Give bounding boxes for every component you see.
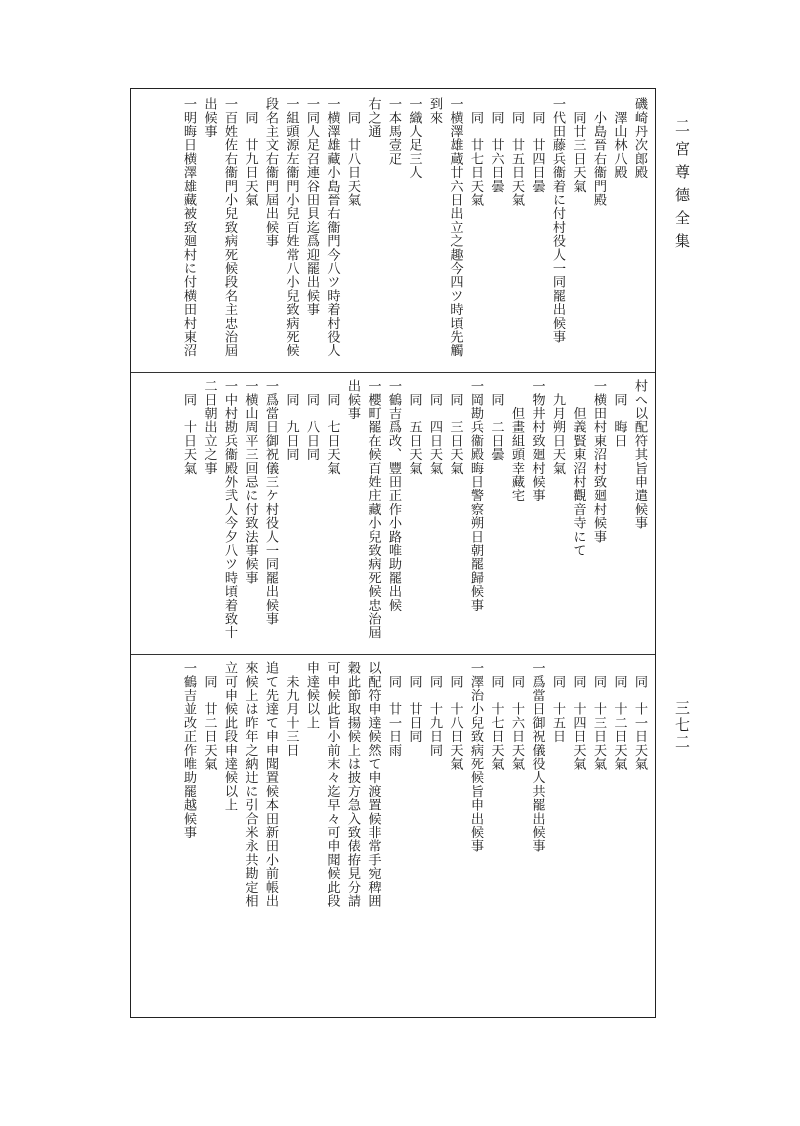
text-column: 一代田藤兵衞着に付村役人一同罷出候事	[550, 97, 565, 344]
text-column: 同 廿四日曇	[529, 97, 545, 193]
text-column: 未九月十三日	[283, 661, 299, 757]
text-column: 一物井村致廻村候事	[529, 379, 545, 503]
text-column: 一岡勘兵衞殿晦日警察朔日朝罷歸候事	[468, 379, 483, 612]
text-column: 同 八日同	[304, 379, 319, 462]
text-column: 一横澤雄蔵廿六日出立之趣今四ツ時頃先觸	[447, 97, 463, 358]
text-column: 一本馬壹疋	[386, 97, 401, 166]
text-column: 同 廿二日天氣	[201, 661, 217, 771]
text-column: 同 廿九日天氣	[242, 97, 258, 207]
text-column: 追て先達て申申聞置候本田新田小前帳出	[263, 661, 278, 908]
text-column: 段名主文右衞門屆出候事	[263, 97, 278, 248]
text-column: 一横田村東沼村致廻村候事	[591, 379, 606, 544]
text-column: 同 十日天氣	[181, 379, 196, 475]
text-column: 到來	[427, 97, 442, 125]
text-column: 同 廿七日天氣	[468, 97, 483, 207]
text-band-top	[137, 97, 649, 365]
text-column: 同 十五日	[550, 661, 565, 744]
text-column: 同 廿五日天氣	[509, 97, 524, 207]
text-column: 穀此節取揚候上は披方急入致俵拵見分請	[345, 661, 360, 908]
text-column: 一明晦日横澤雄藏被致廻村に付横田村東沼	[181, 97, 196, 358]
text-column: 同 廿一日雨	[386, 661, 401, 757]
text-column: 一爲當日御祝儀役人共罷出候事	[529, 661, 545, 853]
text-column: 小島晉右衞門殿	[591, 97, 606, 207]
text-column: 一鶴吉爲改、豐田正作小路唯助罷出候	[386, 379, 401, 612]
text-band-bottom	[137, 661, 649, 1011]
text-column: 同 廿日同	[406, 661, 422, 744]
text-column: 同 三日天氣	[447, 379, 463, 475]
band-divider-upper	[131, 372, 655, 373]
text-column: 一同人足召連谷田貝迄爲迎罷出候事	[304, 97, 319, 317]
text-column: 同 十三日天氣	[591, 661, 606, 771]
text-column: 一中村勘兵衞殿外弐人今夕八ツ時頃着致十	[222, 379, 237, 640]
header-title: 二宮尊德全集	[673, 118, 691, 256]
text-column: 二日朝出立之事	[201, 379, 217, 475]
text-column: 一櫻町罷在候百姓庄藏小兒致病死候忠治屆	[365, 379, 381, 640]
text-column: 出候事	[201, 97, 217, 139]
text-column: 同 十二日天氣	[611, 661, 627, 771]
text-column: 一横澤雄藏小島晉右衞門今八ツ時着村役人	[324, 97, 340, 358]
text-column: 右之通	[365, 97, 381, 139]
text-column: 一百姓佐右衞門小兒致病死候段名主忠治屆	[222, 97, 237, 358]
text-column: 同 晦日	[611, 379, 627, 448]
text-column: 村へ以配符其旨申遣候事	[632, 379, 647, 530]
text-column: 但義賢東沼村觀音寺にて	[570, 379, 586, 558]
text-column: 同 十七日天氣	[488, 661, 504, 771]
text-column: 同 九日同	[283, 379, 299, 462]
text-column: 同 十四日天氣	[570, 661, 586, 771]
band-divider-lower	[131, 654, 655, 655]
text-column: 出候事	[345, 379, 360, 421]
text-column: 可申候此旨小前末々迄早々可申聞候此段	[324, 661, 340, 908]
text-column: 但畫組頭幸藏宅	[509, 379, 524, 503]
text-column: 一織人足三人	[406, 97, 422, 180]
text-column: 一澤治小兒致病死候旨申出候事	[468, 661, 483, 853]
text-column: 同 廿六日曇	[488, 97, 504, 193]
text-band-middle	[137, 379, 649, 647]
text-column: 申達候以上	[304, 661, 319, 730]
text-column: 來候上は昨年之納辻に引合米永共勘定相	[242, 661, 258, 908]
text-column: 同 十六日天氣	[509, 661, 524, 771]
page-number: 三七二	[673, 700, 691, 751]
text-column: 同 四日天氣	[427, 379, 442, 475]
text-column: 同 十八日天氣	[447, 661, 463, 771]
text-column: 一鶴吉並改正作唯助罷越候事	[181, 661, 196, 840]
text-column: 同 廿八日天氣	[345, 97, 360, 207]
text-column: 同 五日天氣	[406, 379, 422, 475]
text-column: 同 十一日天氣	[632, 661, 647, 771]
text-column: 同 十九日同	[427, 661, 442, 757]
text-column: 一組頭源左衞門小兒百姓常八小兒致病死候	[283, 97, 299, 358]
text-column: 一横山周平三回忌に付致法事候事	[242, 379, 258, 585]
text-column: 同 七日天氣	[324, 379, 340, 475]
text-column: 九月朔日天氣	[550, 379, 565, 475]
page-frame	[130, 88, 656, 1018]
text-column: 立可申候此段申達候以上	[222, 661, 237, 812]
text-column: 澤山林八殿	[611, 97, 627, 180]
text-column: 同 二日曇	[488, 379, 504, 462]
text-column: 一爲當日御祝儀三ケ村役人一同罷出候事	[263, 379, 278, 626]
text-column: 磯崎丹次郎殿	[632, 97, 647, 180]
text-column: 同廿三日天氣	[570, 97, 586, 193]
text-column: 以配符申達候然て申渡置候非常手宛稗囲	[365, 661, 381, 908]
